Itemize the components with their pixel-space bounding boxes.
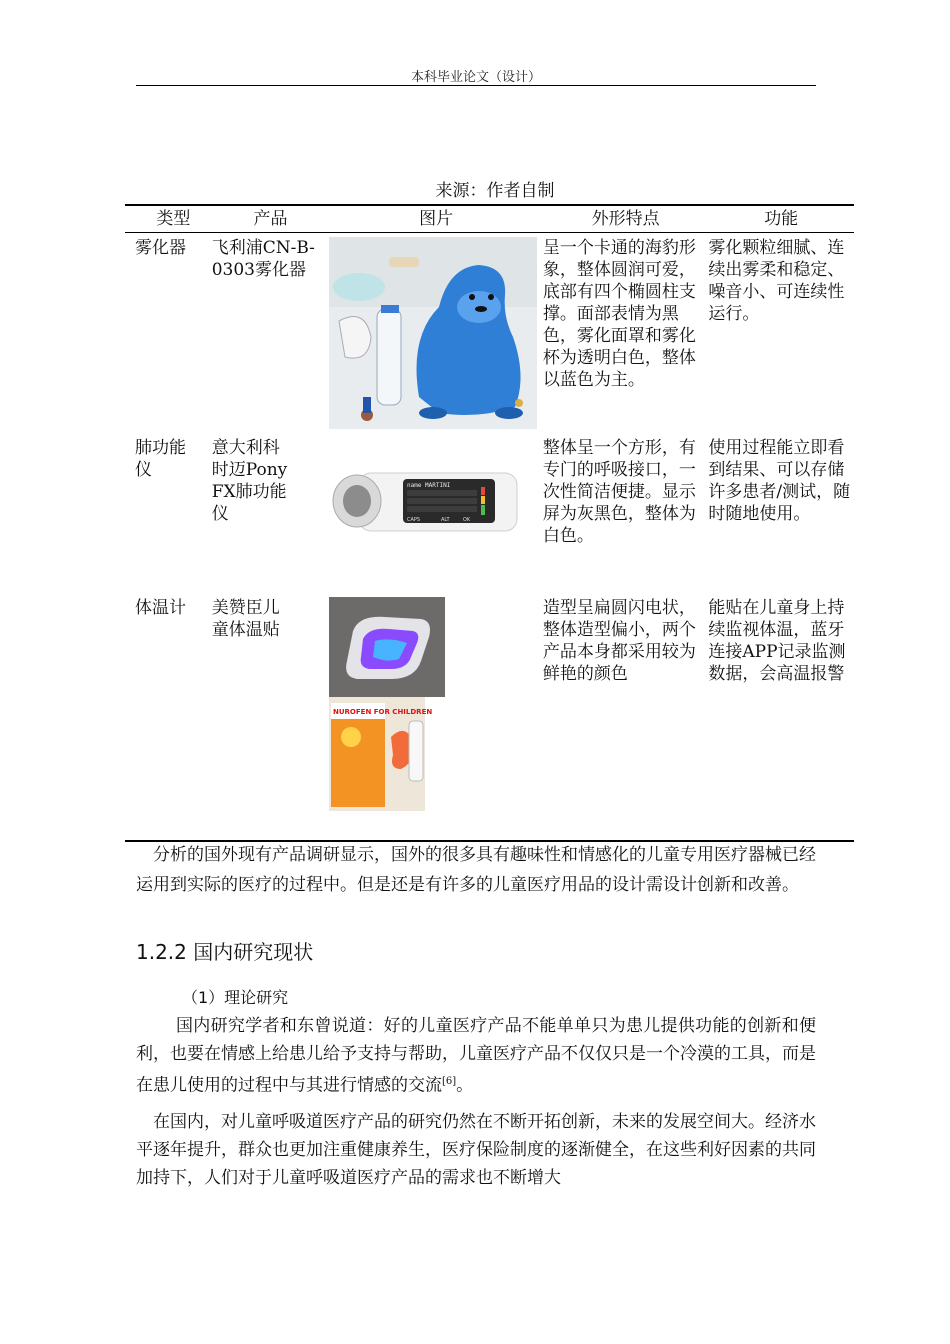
screen-name-text: name MARTINI (407, 481, 451, 489)
type-text: 雾化器 (135, 238, 186, 258)
paragraph-theory (136, 1012, 816, 1100)
cell-image (329, 593, 543, 841)
appearance-text: 造型呈扁圆闪电状，整体造型偏小，两个产品本身都采用较为鲜艳的颜色 (542, 597, 696, 684)
section-heading: 1.2.2 国内研究现状 (136, 940, 314, 964)
table-header-row (125, 205, 854, 233)
paragraph-theory-end: 。 (456, 1075, 474, 1096)
function-text: 使用过程能立即看到结果、可以存储许多患者/测试，随时随地使用。 (708, 437, 851, 524)
column-header-product: 产品 (212, 205, 330, 233)
table-row (125, 433, 854, 593)
cell-image (329, 433, 543, 593)
cell-function (708, 433, 854, 593)
table-row (125, 593, 854, 841)
thermometer-patch-image (329, 597, 449, 811)
subsection-heading: （1）理论研究 (182, 988, 289, 1007)
type-text: 肺功能仪 (135, 437, 186, 480)
table-caption: 来源：作者自制 (435, 181, 555, 201)
product-text: 意大利科时迈Pony FX肺功能仪 (211, 437, 288, 524)
seal-nebulizer-image (329, 237, 537, 429)
cell-appearance (543, 593, 708, 841)
appearance-text: 整体呈一个方形，有专门的呼吸接口，一次性简洁便捷。显示屏为灰黑色，整体为白色。 (542, 437, 696, 546)
package-brand-text: NUROFEN FOR CHILDREN (333, 707, 433, 716)
function-text: 能贴在儿童身上持续监视体温，蓝牙连接APP记录监测数据，会高温报警 (708, 597, 846, 684)
cell-function (708, 593, 854, 841)
product-comparison-table (125, 204, 854, 842)
cell-product (212, 233, 330, 433)
key-caps: CAPS (407, 516, 421, 523)
type-text: 体温计 (135, 597, 186, 618)
cell-function (708, 233, 854, 433)
appearance-text: 呈一个卡通的海豹形象，整体圆润可爱，底部有四个椭圆柱支撑。面部表情为黑色，雾化面罩和雾化杯为透明白色，整体以蓝色为主。 (542, 238, 696, 390)
cell-type (125, 233, 212, 433)
table-row (125, 233, 854, 433)
cell-product (212, 593, 330, 841)
cell-type (125, 433, 212, 593)
paragraph-domestic-status: 在国内，对儿童呼吸道医疗产品的研究仍然在不断开拓创新，未来的发展空间大。经济水平逐年提升，群众也更加注重健康养生，医疗保险制度的逐渐健全，在这些利好因素的共同加持下，人们对于儿童呼吸道医疗产品的需求也不断增大 (136, 1112, 816, 1188)
column-header-image: 图片 (329, 205, 543, 233)
key-ok: OK (463, 516, 471, 523)
citation-ref: [6] (442, 1076, 457, 1087)
cell-appearance (543, 433, 708, 593)
spirometer-image (329, 467, 519, 537)
page-header-title: 本科毕业论文（设计） (410, 70, 541, 85)
column-header-type: 类型 (125, 205, 212, 233)
cell-product (212, 433, 330, 593)
product-text: 飞利浦CN-B-0303雾化器 (211, 238, 315, 280)
column-header-appearance: 外形特点 (543, 205, 708, 233)
cell-appearance (543, 233, 708, 433)
key-alt: ALT (441, 516, 450, 523)
column-header-function: 功能 (708, 205, 854, 233)
paragraph-foreign-research-summary: 分析的国外现有产品调研显示，国外的很多具有趣味性和情感化的儿童专用医疗器械已经运用到实际的医疗的过程中。但是还是有许多的儿童医疗用品的设计需设计创新和改善。 (136, 845, 816, 895)
cell-image (329, 233, 543, 433)
header-divider (136, 85, 816, 86)
paragraph-theory-text: 国内研究学者和东曾说道：好的儿童医疗产品不能单单只为患儿提供功能的创新和便利，也要在情感上给患儿给予支持与帮助，儿童医疗产品不仅仅只是一个冷漠的工具，而是在患儿使用的过程中与其进行情感的交流 (136, 1016, 816, 1096)
cell-type (125, 593, 212, 841)
function-text: 雾化颗粒细腻、连续出雾柔和稳定、噪音小、可连续性运行。 (708, 238, 845, 324)
product-text: 美赞臣儿童体温贴 (211, 597, 280, 640)
